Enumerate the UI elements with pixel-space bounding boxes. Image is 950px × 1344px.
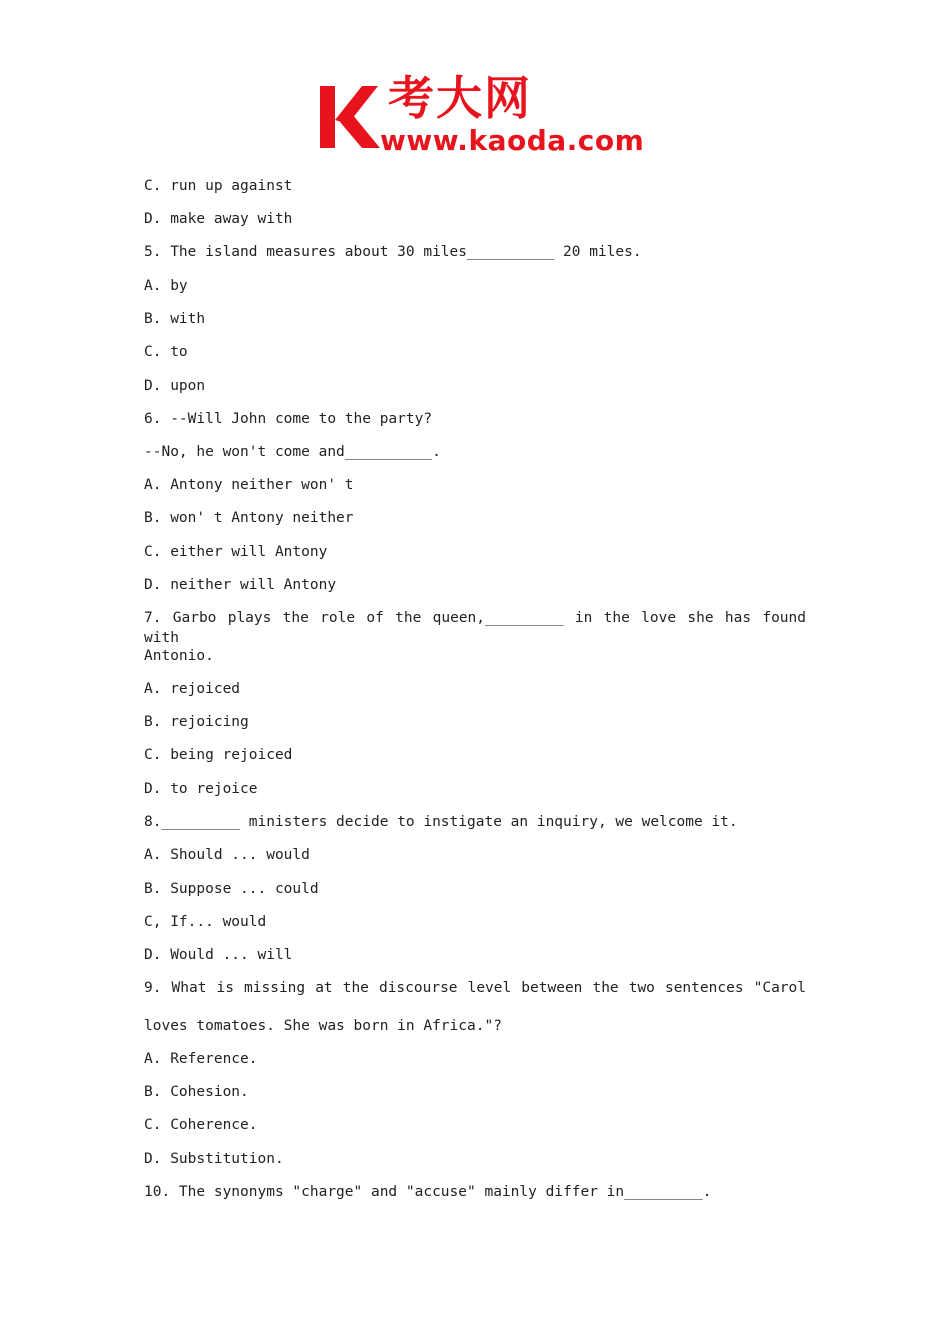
option-7a: A. rejoiced — [144, 681, 241, 697]
option-5b: B. with — [144, 311, 206, 327]
question-7-cont: Antonio. — [144, 648, 214, 664]
logo-chinese-text: 考大网 — [388, 71, 532, 125]
question-9-cont: loves tomatoes. She was born in Africa."? — [144, 1018, 502, 1034]
option-9d: D. Substitution. — [144, 1151, 284, 1167]
option-9a: A. Reference. — [144, 1051, 258, 1067]
option-8a: A. Should ... would — [144, 847, 310, 863]
question-5: 5. The island measures about 30 miles__________ 20 miles. — [144, 244, 642, 260]
question-10: 10. The synonyms "charge" and "accuse" mainly differ in_________. — [144, 1184, 712, 1200]
question-6: 6. --Will John come to the party? — [144, 411, 433, 427]
option-4d: D. make away with — [144, 211, 293, 227]
question-6-reply: --No, he won't come and__________. — [144, 444, 441, 460]
option-5c: C. to — [144, 344, 188, 360]
option-6a: A. Antony neither won' t — [144, 477, 354, 493]
option-8b: B. Suppose ... could — [144, 881, 319, 897]
option-8d: D. Would ... will — [144, 947, 293, 963]
option-6b: B. won' t Antony neither — [144, 510, 354, 526]
option-7d: D. to rejoice — [144, 781, 258, 797]
option-7b: B. rejoicing — [144, 714, 249, 730]
k-logo-icon — [318, 84, 380, 150]
option-6d: D. neither will Antony — [144, 577, 337, 593]
option-5a: A. by — [144, 278, 188, 294]
option-5d: D. upon — [144, 378, 206, 394]
option-6c: C. either will Antony — [144, 544, 328, 560]
option-9c: C. Coherence. — [144, 1117, 258, 1133]
option-9b: B. Cohesion. — [144, 1084, 249, 1100]
question-8: 8._________ ministers decide to instigate an inquiry, we welcome it. — [144, 814, 738, 830]
question-9: 9. What is missing at the discourse level between the two sentences "Carol — [144, 980, 806, 996]
option-8c: C, If... would — [144, 914, 267, 930]
option-7c: C. being rejoiced — [144, 747, 293, 763]
option-4c: C. run up against — [144, 178, 293, 194]
question-7: 7. Garbo plays the role of the queen,_________ in the love she has found with — [144, 610, 806, 646]
logo-url: www.kaoda.com — [380, 124, 645, 157]
kaoda-logo — [318, 71, 645, 162]
